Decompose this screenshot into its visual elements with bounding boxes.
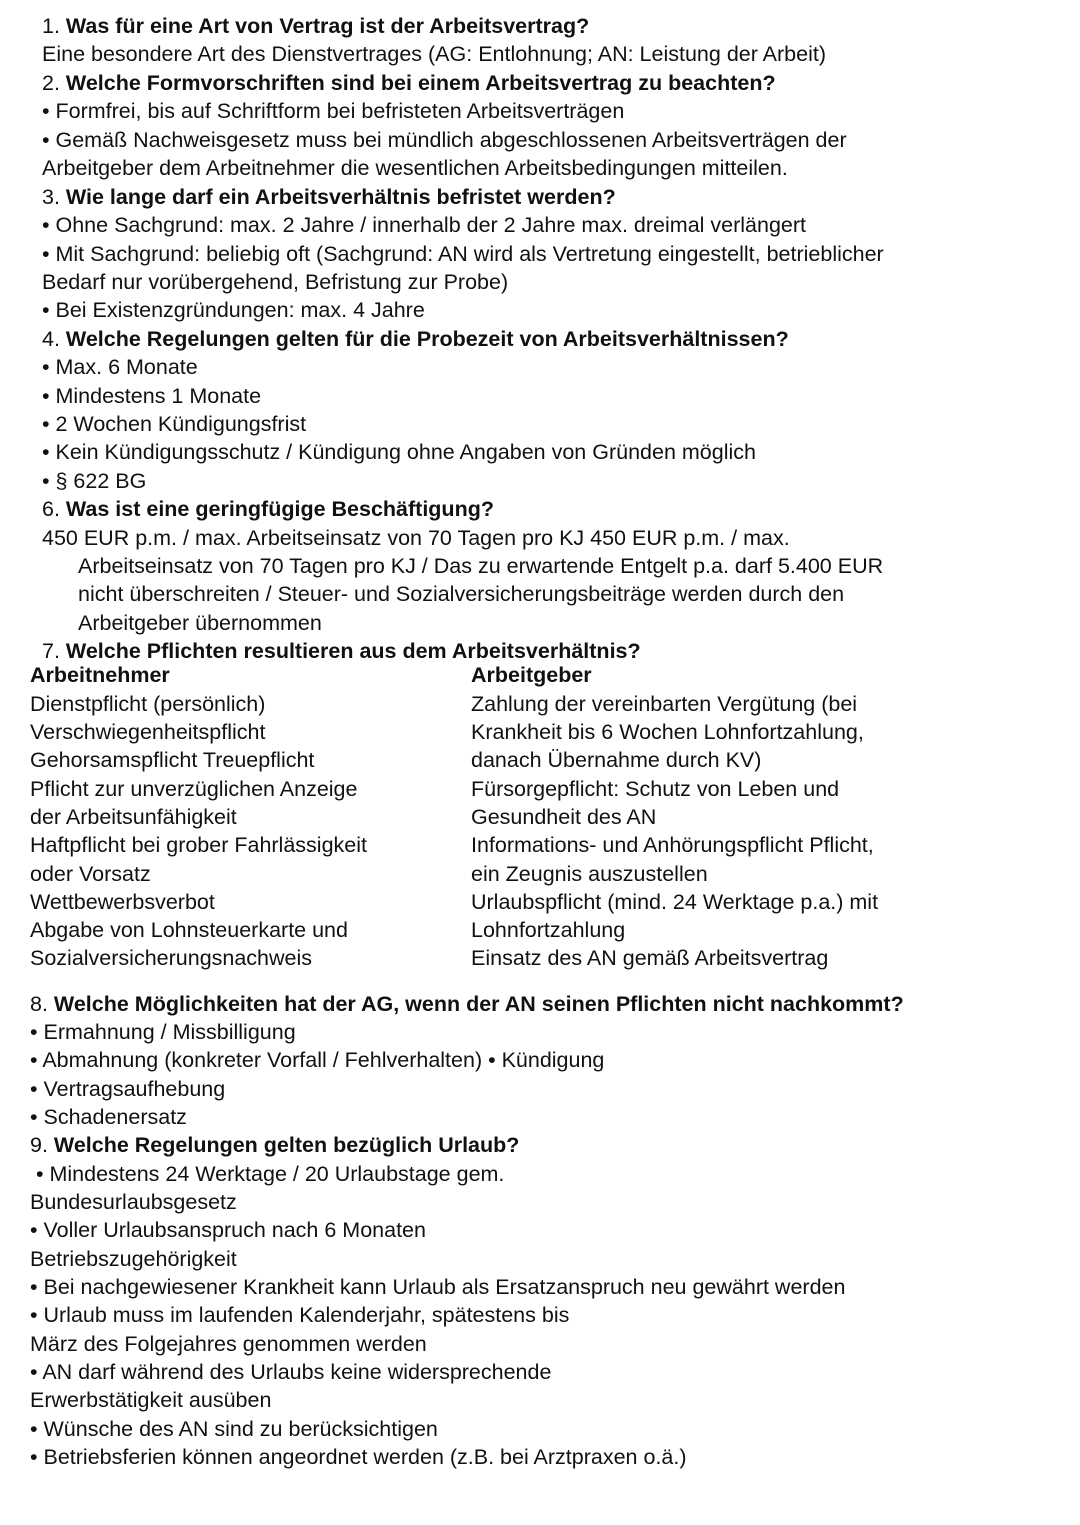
right-column-line: Krankheit bis 6 Wochen Lohnfortzahlung,	[471, 720, 864, 744]
question-title: Welche Pflichten resultieren aus dem Arbeitsverhältnis?	[65, 639, 641, 663]
question-number: 2.	[42, 71, 60, 95]
answer-line: • AN darf während des Urlaubs keine widersprechende	[30, 1360, 552, 1384]
answer-line: • Wünsche des AN sind zu berücksichtigen	[30, 1417, 438, 1441]
answer-line: nicht überschreiten / Steuer- und Sozialversicherungsbeiträge werden durch den	[78, 582, 845, 606]
answer-line: • Betriebsferien können angeordnet werden (z.B. bei Arztpraxen o.ä.)	[30, 1445, 687, 1469]
answer-line: Erwerbstätigkeit ausüben	[30, 1388, 272, 1412]
column-heading-arbeitgeber: Arbeitgeber	[471, 663, 592, 687]
question-2-heading	[42, 69, 776, 97]
answer-line: • Voller Urlaubsanspruch nach 6 Monaten	[30, 1218, 426, 1242]
answer-line: • Urlaub muss im laufenden Kalenderjahr, spätestens bis	[30, 1303, 570, 1327]
question-9-heading	[30, 1131, 519, 1159]
left-column-line: Dienstpflicht (persönlich)	[30, 692, 266, 716]
left-column-line: Gehorsamspflicht Treuepflicht	[30, 748, 315, 772]
answer-line: • Abmahnung (konkreter Vorfall / Fehlverhalten) • Kündigung	[30, 1048, 605, 1072]
answer-line: • Mindestens 24 Werktage / 20 Urlaubstage gem.	[30, 1162, 505, 1186]
answer-line: • Max. 6 Monate	[42, 355, 198, 379]
right-column-line: Zahlung der vereinbarten Vergütung (bei	[471, 692, 858, 716]
question-1-heading	[42, 12, 589, 40]
left-column-line: Pflicht zur unverzüglichen Anzeige	[30, 777, 358, 801]
answer-line: • Bei nachgewiesener Krankheit kann Urlaub als Ersatzanspruch neu gewährt werden	[30, 1275, 846, 1299]
answer-line: • Mindestens 1 Monate	[42, 384, 262, 408]
left-column-line: Sozialversicherungsnachweis	[30, 946, 313, 970]
right-column-line: Einsatz des AN gemäß Arbeitsvertrag	[471, 946, 829, 970]
answer-line: • § 622 BG	[42, 469, 147, 493]
column-heading-arbeitnehmer: Arbeitnehmer	[30, 663, 170, 687]
answer-line: • 2 Wochen Kündigungsfrist	[42, 412, 307, 436]
left-column-line: Wettbewerbsverbot	[30, 890, 215, 914]
answer-line: • Kein Kündigungsschutz / Kündigung ohne Angaben von Gründen möglich	[42, 440, 756, 464]
answer-line: • Gemäß Nachweisgesetz muss bei mündlich abgeschlossenen Arbeitsverträgen der	[42, 128, 847, 152]
answer-line: • Formfrei, bis auf Schriftform bei befristeten Arbeitsverträgen	[42, 99, 625, 123]
answer-line: • Mit Sachgrund: beliebig oft (Sachgrund: AN wird als Vertretung eingestellt, betrieblicher	[42, 242, 884, 266]
question-number: 1.	[42, 14, 60, 38]
answer-line: • Ohne Sachgrund: max. 2 Jahre / innerhalb der 2 Jahre max. dreimal verlängert	[42, 213, 807, 237]
question-number: 4.	[42, 327, 60, 351]
answer-line: • Bei Existenzgründungen: max. 4 Jahre	[42, 298, 425, 322]
answer-line: Bedarf nur vorübergehend, Befristung zur Probe)	[42, 270, 509, 294]
answer-line: Arbeitgeber dem Arbeitnehmer die wesentlichen Arbeitsbedingungen mitteilen.	[42, 156, 788, 180]
right-column-line: Informations- und Anhörungspflicht Pflicht,	[471, 833, 874, 857]
answer-line: Bundesurlaubsgesetz	[30, 1190, 237, 1214]
question-number: 7.	[42, 639, 60, 663]
question-number: 3.	[42, 185, 60, 209]
right-column-line: Lohnfortzahlung	[471, 918, 626, 942]
right-column-line: Fürsorgepflicht: Schutz von Leben und	[471, 777, 840, 801]
answer-line: • Schadenersatz	[30, 1105, 187, 1129]
question-number: 9.	[30, 1133, 48, 1157]
question-title: Welche Möglichkeiten hat der AG, wenn der AN seinen Pflichten nicht nachkommt?	[53, 992, 904, 1016]
question-title: Was für eine Art von Vertrag ist der Arbeitsvertrag?	[65, 14, 590, 38]
answer-line: Betriebszugehörigkeit	[30, 1247, 237, 1271]
question-number: 6.	[42, 497, 60, 521]
right-column-line: ein Zeugnis auszustellen	[471, 862, 708, 886]
right-column-line: Urlaubspflicht (mind. 24 Werktage p.a.) mit	[471, 890, 879, 914]
question-title: Was ist eine geringfügige Beschäftigung?	[65, 497, 494, 521]
question-title: Welche Formvorschriften sind bei einem Arbeitsvertrag zu beachten?	[65, 71, 776, 95]
answer-line: Eine besondere Art des Dienstvertrages (AG: Entlohnung; AN: Leistung der Arbeit)	[42, 42, 827, 66]
question-title: Welche Regelungen gelten bezüglich Urlaub?	[53, 1133, 520, 1157]
question-6-heading	[42, 495, 494, 523]
right-column-line: Gesundheit des AN	[471, 805, 657, 829]
answer-line: • Vertragsaufhebung	[30, 1077, 226, 1101]
question-3-heading	[42, 183, 616, 211]
answer-line: 450 EUR p.m. / max. Arbeitseinsatz von 70 Tagen pro KJ 450 EUR p.m. / max.	[42, 526, 790, 550]
answer-line: Arbeitgeber übernommen	[78, 611, 322, 635]
left-column-line: Verschwiegenheitspflicht	[30, 720, 266, 744]
answer-line: März des Folgejahres genommen werden	[30, 1332, 427, 1356]
left-column-line: oder Vorsatz	[30, 862, 151, 886]
question-title: Wie lange darf ein Arbeitsverhältnis befristet werden?	[65, 185, 616, 209]
right-column-line: danach Übernahme durch KV)	[471, 748, 762, 772]
answer-line: Arbeitseinsatz von 70 Tagen pro KJ / Das zu erwartende Entgelt p.a. darf 5.400 EUR	[78, 554, 884, 578]
left-column-line: Haftpflicht bei grober Fahrlässigkeit	[30, 833, 367, 857]
answer-line: • Ermahnung / Missbilligung	[30, 1020, 296, 1044]
left-column-line: Abgabe von Lohnsteuerkarte und	[30, 918, 348, 942]
question-8-heading	[30, 990, 904, 1018]
question-number: 8.	[30, 992, 48, 1016]
left-column-line: der Arbeitsunfähigkeit	[30, 805, 237, 829]
question-title: Welche Regelungen gelten für die Probezeit von Arbeitsverhältnissen?	[65, 327, 789, 351]
question-4-heading	[42, 325, 789, 353]
